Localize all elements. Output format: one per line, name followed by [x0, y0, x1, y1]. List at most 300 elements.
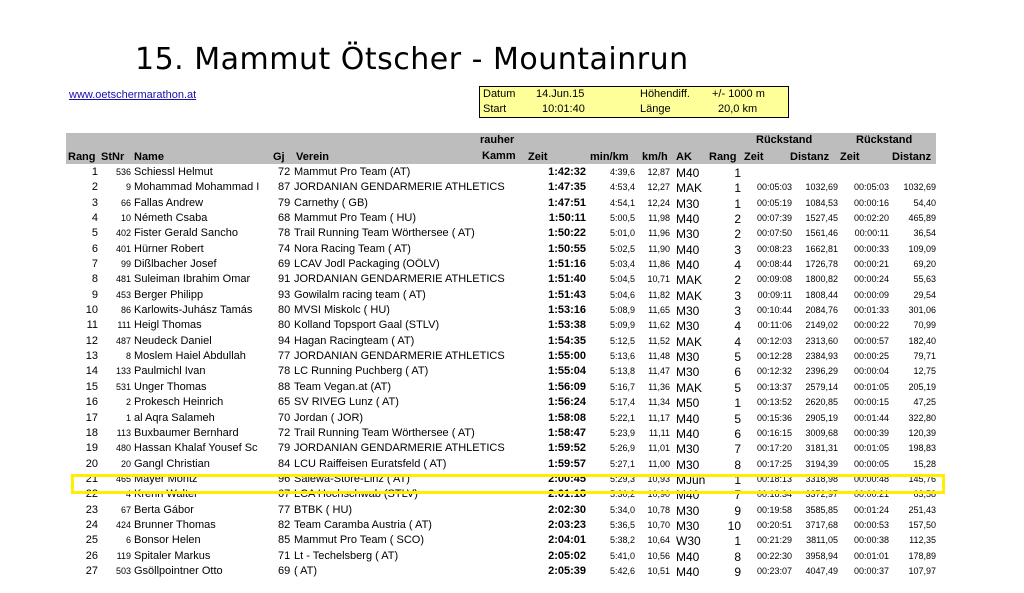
cell-rd2: 182,40	[908, 335, 936, 346]
cell-akr: 8	[734, 549, 741, 564]
cell-ak: W30	[676, 534, 701, 549]
cell-rang: 14	[85, 365, 98, 378]
cell-kmh: 11,86	[648, 259, 670, 270]
cell-rz1: 00:16:15	[756, 427, 792, 438]
cell-gj: 74	[278, 242, 291, 255]
cell-rd2: 29,54	[913, 289, 936, 300]
cell-akr: 6	[734, 365, 741, 380]
cell-zeit: 1:58:47	[548, 426, 586, 439]
cell-rang: 8	[91, 273, 98, 286]
cell-kmh: 11,48	[648, 351, 670, 362]
cell-zeit: 1:50:11	[548, 212, 586, 225]
cell-ak: MAK	[676, 380, 703, 395]
cell-rd2: 465,89	[908, 213, 936, 224]
cell-ak: M30	[676, 227, 700, 242]
cell-gj: 77	[278, 350, 291, 363]
table-row	[66, 564, 936, 579]
cell-ak: M40	[676, 258, 700, 273]
cell-verein: Kolland Topsport Gaal (STLV)	[294, 319, 440, 332]
cell-ak: MAK	[676, 273, 703, 288]
cell-verein: LCU Raiffeisen Euratsfeld ( AT)	[294, 457, 447, 470]
cell-stnr: 465	[115, 473, 131, 484]
cell-rz1: 00:05:19	[756, 197, 792, 208]
cell-gj: 68	[278, 212, 291, 225]
page-title: 15. Mammut Ötscher - Mountainrun	[135, 42, 689, 77]
cell-rd2: 109,09	[908, 243, 936, 254]
cell-rang: 17	[85, 411, 98, 424]
cell-rz2: 00:00:25	[853, 351, 889, 362]
website-link[interactable]: www.oetschermarathon.at	[69, 89, 197, 101]
cell-minkm: 5:04,6	[609, 289, 635, 300]
cell-ak: M30	[676, 319, 700, 334]
cell-ak: M40	[676, 564, 700, 579]
header-kmh: km/h	[642, 151, 668, 163]
cell-kmh: 12,27	[647, 182, 670, 193]
cell-minkm: 5:09,9	[609, 320, 635, 331]
cell-rd1: 3009,68	[805, 427, 838, 438]
table-row	[66, 288, 936, 303]
cell-ak: M30	[676, 304, 700, 319]
header-minkm: min/km	[590, 151, 629, 163]
cell-kmh: 10,78	[647, 504, 670, 515]
cell-akr: 5	[734, 411, 741, 426]
cell-rz1: 00:21:29	[756, 535, 792, 546]
cell-rd1: 2905,19	[805, 412, 838, 423]
cell-verein: Nora Racing Team ( AT)	[294, 242, 411, 255]
cell-rd1: 1726,78	[805, 259, 838, 270]
cell-rd2: 79,71	[913, 351, 936, 362]
cell-name: Mohammad Mohammad I	[134, 181, 260, 194]
cell-zeit: 2:03:23	[548, 518, 586, 531]
cell-rz2: 00:01:44	[853, 412, 889, 423]
cell-rz1: 00:22:30	[756, 550, 792, 561]
cell-rz2: 00:00:53	[853, 519, 889, 530]
cell-rz2: 00:00:04	[853, 366, 889, 377]
header-rueckstand-2: Rückstand	[856, 134, 913, 146]
cell-rd2: 198,83	[908, 443, 936, 454]
cell-minkm: 5:22,1	[609, 412, 635, 423]
cell-rz1: 00:08:23	[756, 243, 792, 254]
cell-akr: 5	[734, 380, 741, 395]
cell-kmh: 11,01	[648, 443, 670, 454]
cell-stnr: 99	[120, 259, 131, 270]
header-rueck-zeit-1: Zeit	[744, 151, 764, 163]
cell-rd2: 112,35	[909, 535, 936, 546]
laenge-value: 20,0 km	[718, 103, 758, 115]
header-rueckstand-1: Rückstand	[756, 134, 813, 146]
header-rueck-zeit-2: Zeit	[840, 151, 860, 163]
cell-rz1: 00:07:50	[756, 228, 792, 239]
cell-zeit: 1:47:35	[548, 181, 586, 194]
cell-akr: 4	[734, 319, 741, 334]
header-zeit: Zeit	[528, 151, 548, 163]
cell-rd2: 107,97	[908, 565, 936, 576]
cell-rd1: 3372,97	[805, 489, 838, 500]
cell-rz1: 00:12:32	[756, 366, 792, 377]
cell-rd1: 2313,60	[805, 335, 838, 346]
cell-rd2: 63,58	[913, 489, 936, 500]
cell-name: Fallas Andrew	[134, 196, 204, 209]
cell-verein: Carnethy ( GB)	[294, 196, 368, 209]
cell-name: Gangl Christian	[134, 457, 210, 470]
cell-kmh: 10,51	[647, 565, 670, 576]
cell-ak: MAK	[676, 334, 703, 349]
cell-rz2: 00:00:38	[853, 535, 889, 546]
cell-name: Németh Csaba	[134, 212, 208, 225]
cell-minkm: 5:00,5	[609, 213, 635, 224]
cell-kmh: 11,98	[648, 213, 670, 224]
cell-rz2: 00:00:16	[853, 197, 889, 208]
cell-rang: 16	[85, 396, 98, 409]
cell-rd1: 1084,53	[805, 197, 838, 208]
cell-rang: 24	[85, 518, 98, 531]
table-row	[66, 318, 936, 333]
cell-gj: 88	[278, 380, 291, 393]
table-header	[66, 133, 936, 164]
cell-ak: MAK	[676, 288, 703, 303]
cell-verein: MVSI Miskolc ( HU)	[294, 304, 390, 317]
cell-gj: 69	[278, 258, 291, 271]
cell-name: Prokesch Heinrich	[134, 396, 224, 409]
cell-akr: 3	[734, 288, 741, 303]
cell-akr: 6	[734, 426, 741, 441]
cell-rd1: 3958,94	[805, 550, 838, 561]
cell-akr: 1	[734, 166, 741, 180]
cell-minkm: 5:42,6	[609, 565, 635, 576]
cell-rd1: 3811,05	[806, 535, 838, 546]
table-row	[66, 411, 936, 426]
cell-name: Suleiman Ibrahim Omar	[134, 273, 251, 286]
cell-rang: 11	[86, 319, 98, 332]
cell-rd1: 3318,98	[805, 473, 838, 484]
cell-akr: 9	[734, 503, 741, 518]
cell-ak: M30	[676, 350, 700, 365]
cell-name: Karlowits-Juhász Tamás	[134, 304, 253, 317]
cell-rd1: 1561,46	[805, 228, 838, 239]
cell-minkm: 5:30,2	[609, 489, 635, 500]
cell-gj: 72	[278, 166, 291, 178]
cell-rd1: 1662,81	[805, 243, 838, 254]
cell-zeit: 1:51:43	[548, 288, 586, 301]
cell-rz1: 00:19:58	[756, 504, 792, 515]
table-row	[66, 180, 936, 195]
cell-akr: 1	[734, 396, 741, 411]
cell-minkm: 5:12,5	[609, 335, 635, 346]
table-row	[66, 395, 936, 410]
cell-gj: 82	[278, 518, 291, 531]
cell-verein: Trail Running Team Wörthersee ( AT)	[294, 227, 475, 240]
cell-kmh: 11,00	[648, 458, 670, 469]
header-gj: Gj	[273, 151, 285, 163]
header-rauher: rauher	[480, 134, 515, 146]
cell-gj: 67	[278, 488, 291, 501]
cell-ak: MAK	[676, 181, 703, 196]
cell-ak: M40	[676, 242, 700, 257]
cell-verein: Team Caramba Austria ( AT)	[294, 518, 432, 531]
header-ak: AK	[676, 151, 692, 163]
cell-rz1: 00:13:52	[756, 397, 792, 408]
cell-rang: 10	[85, 304, 98, 317]
cell-akr: 7	[734, 442, 741, 457]
cell-kmh: 11,11	[648, 427, 670, 438]
cell-rz2: 00:01:01	[853, 550, 889, 561]
cell-stnr: 9	[125, 182, 131, 193]
race-info-box	[479, 86, 789, 118]
cell-rz1: 00:10:44	[756, 305, 792, 316]
cell-rz1: 00:09:11	[757, 289, 792, 300]
cell-stnr: 133	[115, 366, 131, 377]
cell-verein: Mammut Pro Team ( SCO)	[294, 534, 424, 547]
cell-stnr: 20	[120, 458, 131, 469]
cell-minkm: 5:34,0	[609, 504, 635, 515]
cell-minkm: 5:38,2	[609, 535, 635, 546]
cell-minkm: 5:03,4	[609, 259, 635, 270]
cell-minkm: 4:54,1	[609, 197, 635, 208]
cell-zeit: 1:50:55	[548, 242, 586, 255]
cell-zeit: 1:54:35	[548, 334, 586, 347]
cell-name: Hassan Khalaf Yousef Sc	[134, 442, 258, 455]
cell-rz2: 00:01:05	[853, 381, 889, 392]
cell-rang: 15	[85, 380, 98, 393]
cell-rz2: 00:01:33	[853, 305, 889, 316]
cell-verein: SV RIVEG Lunz ( AT)	[294, 396, 399, 409]
cell-rang: 12	[85, 334, 98, 347]
cell-stnr: 536	[115, 167, 131, 177]
cell-rang: 25	[85, 534, 98, 547]
cell-rz1: 00:17:25	[756, 458, 792, 469]
table-row	[66, 272, 936, 287]
highlight-frame	[71, 474, 945, 494]
cell-rd1: 2384,93	[805, 351, 838, 362]
cell-gj: 72	[278, 426, 291, 439]
cell-rz2: 00:00:33	[853, 243, 889, 254]
cell-ak: M40	[676, 166, 700, 180]
cell-akr: 3	[734, 242, 741, 257]
cell-zeit: 1:53:38	[548, 319, 586, 332]
cell-rd2: 15,28	[913, 458, 936, 469]
cell-minkm: 5:04,5	[609, 274, 635, 285]
cell-rd2: 301,06	[908, 305, 936, 316]
cell-rz2: 00:00:57	[853, 335, 889, 346]
cell-verein: Mammut Pro Team ( HU)	[294, 212, 417, 225]
cell-zeit: 1:59:52	[548, 442, 586, 455]
cell-ak: M30	[676, 365, 700, 380]
cell-stnr: 424	[115, 519, 131, 530]
cell-rd2: 54,40	[913, 197, 936, 208]
cell-rd1: 2149,02	[805, 320, 838, 331]
cell-zeit: 2:05:39	[548, 564, 586, 577]
table-row	[66, 257, 936, 272]
cell-zeit: 2:05:02	[548, 549, 586, 562]
cell-rd2: 205,19	[908, 381, 936, 392]
cell-akr: 7	[734, 488, 741, 503]
cell-verein: Lt - Techelsberg ( AT)	[294, 549, 399, 562]
cell-rz2: 00:00:21	[853, 259, 889, 270]
cell-gj: 70	[278, 411, 291, 424]
cell-akr: 9	[734, 564, 741, 579]
cell-gj: 93	[278, 288, 291, 301]
table-row	[66, 242, 936, 257]
cell-rd1: 1527,45	[805, 213, 838, 224]
cell-akr: 8	[734, 457, 741, 472]
hoehe-value: +/- 1000 m	[712, 88, 765, 100]
cell-akr: 5	[734, 350, 741, 365]
cell-kmh: 11,47	[648, 366, 670, 377]
cell-rz1: 00:09:08	[756, 274, 792, 285]
cell-kmh: 12,24	[647, 197, 670, 208]
cell-stnr: 487	[115, 335, 131, 346]
cell-stnr: 67	[120, 504, 131, 515]
cell-rd2: 120,39	[908, 427, 936, 438]
cell-verein: JORDANIAN GENDARMERIE ATHLETICS	[294, 181, 505, 194]
cell-kmh: 11,96	[648, 228, 670, 239]
cell-name: Spitaler Markus	[134, 549, 211, 562]
cell-kmh: 11,36	[648, 381, 670, 392]
results-table	[66, 165, 936, 579]
cell-rd1: 3181,31	[805, 443, 838, 454]
cell-akr: 2	[734, 212, 741, 227]
cell-rang: 27	[85, 564, 98, 577]
cell-kmh: 11,65	[648, 305, 670, 316]
cell-minkm: 5:23,9	[609, 427, 635, 438]
table-row	[66, 334, 936, 349]
cell-name: Heigl Thomas	[134, 319, 202, 332]
header-rang: Rang	[68, 151, 96, 163]
table-row	[66, 441, 936, 456]
cell-rz1: 00:12:03	[756, 335, 792, 346]
header-ak-rang: Rang	[709, 151, 737, 163]
cell-kmh: 11,52	[648, 335, 670, 346]
cell-kmh: 10,56	[647, 550, 670, 561]
cell-akr: 2	[734, 227, 741, 242]
cell-kmh: 12,87	[647, 167, 670, 177]
cell-rang: 4	[91, 212, 98, 225]
cell-zeit: 1:55:04	[548, 365, 586, 378]
cell-name: Bonsor Helen	[134, 534, 201, 547]
cell-ak: M30	[676, 503, 700, 518]
cell-zeit: 2:04:01	[548, 534, 586, 547]
cell-rd2: 157,50	[908, 519, 936, 530]
cell-gj: 71	[278, 549, 291, 562]
cell-rz2: 00:00:48	[853, 473, 889, 484]
cell-minkm: 5:02,5	[609, 243, 635, 254]
cell-verein: BTBK ( HU)	[294, 503, 353, 516]
cell-rz2: 00:01:05	[853, 443, 889, 454]
cell-stnr: 503	[115, 565, 131, 576]
table-row	[66, 364, 936, 379]
cell-stnr: 481	[115, 274, 131, 285]
cell-akr: 1	[734, 472, 741, 487]
cell-gj: 79	[278, 196, 291, 209]
cell-rd2: 69,20	[913, 259, 936, 270]
cell-verein: LCAV Jodl Packaging (OÖLV)	[294, 258, 440, 271]
cell-minkm: 5:17,4	[609, 397, 635, 408]
cell-name: Krenn Walter	[134, 488, 198, 501]
cell-rang: 20	[85, 457, 98, 470]
cell-ak: M40	[676, 426, 700, 441]
cell-rang: 6	[91, 242, 98, 255]
header-verein: Verein	[296, 151, 330, 163]
header-rueck-distanz-2: Distanz	[892, 151, 932, 163]
cell-kmh: 11,62	[648, 320, 670, 331]
cell-gj: 79	[278, 442, 291, 455]
cell-ak: MJun	[676, 472, 706, 487]
cell-rd2: 1032,69	[903, 182, 936, 193]
cell-rd2: 322,80	[908, 412, 936, 423]
table-row	[66, 518, 936, 533]
start-value: 10:01:40	[542, 103, 585, 115]
cell-kmh: 10,70	[647, 519, 670, 530]
cell-rz2: 00:00:37	[853, 565, 889, 576]
table-row	[66, 349, 936, 364]
cell-rang: 13	[85, 350, 98, 363]
cell-rz2: 00:00:24	[853, 274, 889, 285]
cell-zeit: 1:51:40	[548, 273, 586, 286]
cell-minkm: 5:27,1	[609, 458, 635, 469]
cell-kmh: 11,34	[648, 397, 670, 408]
cell-akr: 10	[727, 518, 741, 533]
datum-value: 14.Jun.15	[536, 88, 585, 100]
cell-rang: 22	[85, 488, 98, 501]
cell-stnr: 119	[116, 550, 131, 561]
cell-rz2: 00:00:39	[853, 427, 889, 438]
cell-gj: 78	[278, 365, 291, 378]
table-row	[66, 533, 936, 548]
cell-name: Fister Gerald Sancho	[134, 227, 238, 240]
cell-stnr: 6	[125, 535, 131, 546]
cell-gj: 69	[278, 564, 291, 577]
cell-stnr: 453	[115, 289, 131, 300]
cell-rd1: 3194,39	[805, 458, 838, 469]
cell-akr: 4	[734, 258, 741, 273]
cell-name: Buxbaumer Bernhard	[134, 426, 239, 439]
cell-kmh: 11,90	[648, 243, 670, 254]
cell-rz2: 00:01:24	[853, 504, 889, 515]
table-row	[66, 165, 936, 180]
header-name: Name	[134, 151, 164, 163]
cell-rz1: 00:08:44	[756, 259, 792, 270]
cell-rd2: 47,25	[913, 397, 936, 408]
cell-kmh: 10,90	[647, 489, 670, 500]
cell-stnr: 10	[120, 213, 131, 224]
cell-gj: 80	[278, 319, 291, 332]
table-row	[66, 503, 936, 518]
cell-verein: LCA Hochschwab (STLV)	[294, 488, 418, 501]
table-row	[66, 380, 936, 395]
cell-stnr: 4	[125, 489, 131, 500]
cell-minkm: 5:26,9	[609, 443, 635, 454]
cell-ak: M40	[676, 549, 700, 564]
cell-verein: Mammut Pro Team (AT)	[294, 166, 411, 178]
cell-ak: M40	[676, 411, 700, 426]
cell-minkm: 5:16,7	[609, 381, 635, 392]
cell-rd2: 178,89	[908, 550, 936, 561]
cell-rz1: 00:23:07	[756, 565, 792, 576]
cell-ak: M40	[676, 488, 700, 503]
cell-verein: Jordan ( JOR)	[294, 411, 364, 424]
cell-minkm: 5:13,6	[609, 351, 635, 362]
table-row	[66, 303, 936, 318]
cell-ak: M50	[676, 396, 700, 411]
cell-name: Hürner Robert	[134, 242, 204, 255]
cell-stnr: 111	[117, 320, 131, 331]
cell-rang: 9	[91, 288, 98, 301]
cell-verein: ( AT)	[294, 564, 318, 577]
cell-gj: 65	[278, 396, 291, 409]
cell-rang: 26	[85, 549, 98, 562]
cell-gj: 96	[278, 472, 291, 485]
cell-stnr: 113	[116, 427, 131, 438]
